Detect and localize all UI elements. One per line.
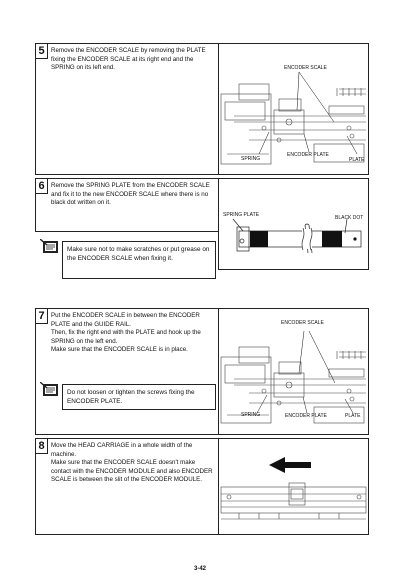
page-number: 3-42 <box>193 566 206 572</box>
note-screws: Do not loosen or tighten the screws fixing the ENCODER PLATE. <box>62 384 216 410</box>
figure-encoder-scale <box>218 178 369 270</box>
label-spring-plate: SPRING PLATE <box>223 212 260 218</box>
label-plate: PLATE <box>345 413 361 419</box>
step-7-box <box>35 308 219 435</box>
black-marker-right <box>322 231 342 247</box>
label-encoder-scale: ENCODER SCALE <box>284 65 327 71</box>
step-number: 7 <box>36 309 48 324</box>
label-plate: PLATE <box>349 157 365 163</box>
left-arrow-icon <box>269 457 311 473</box>
step-number: 6 <box>36 179 48 194</box>
label-spring: SPRING <box>241 412 261 418</box>
step-6-box <box>35 178 219 232</box>
memo-note-icon <box>40 239 60 255</box>
head-carriage-drawing <box>219 439 368 534</box>
step-number: 5 <box>36 44 48 59</box>
figure-encoder-install <box>218 308 369 435</box>
note-no-scratches: Make sure not to make scratches or put grease on the ENCODER SCALE when fixing it. <box>62 241 216 279</box>
step-5-box <box>35 43 219 175</box>
label-encoder-plate: ENCODER PLATE <box>285 413 327 419</box>
step-8-box <box>35 438 219 535</box>
black-marker-left <box>250 231 268 247</box>
label-spring: SPRING <box>241 156 261 162</box>
step-instruction: Remove the ENCODER SCALE by removing the PLATE fixing the ENCODER SCALE at its right end and the SPRING on its left end. <box>51 47 206 72</box>
step-instruction: Put the ENCODER SCALE in between the ENCODER PLATE and the GUIDE RAIL. Then, fix the right end with the PLATE and hook up the SPRING on the left end. Make sure that the ENCODER SCALE is in place. <box>51 312 201 354</box>
encoder-scale-drawing <box>219 179 368 269</box>
step-number: 8 <box>36 439 48 454</box>
figure-head-carriage <box>218 438 369 535</box>
memo-note-icon <box>40 382 60 398</box>
label-encoder-plate: ENCODER PLATE <box>287 152 329 158</box>
figure-encoder-removal <box>218 43 369 175</box>
label-black-dot: BLACK DOT <box>335 215 364 221</box>
step-instruction: Remove the SPRING PLATE from the ENCODER SCALE and fix it to the new ENCODER SCALE where there is no black dot written on it. <box>51 182 210 207</box>
label-encoder-scale: ENCODER SCALE <box>281 320 324 326</box>
step-instruction: Move the HEAD CARRIAGE in a whole width of the machine. Make sure that the ENCODER SCALE doesn't make contact with the ENCODER MODULE and also ENCODER SCALE is between the slit of the ENCODER MODULE. <box>51 442 213 484</box>
